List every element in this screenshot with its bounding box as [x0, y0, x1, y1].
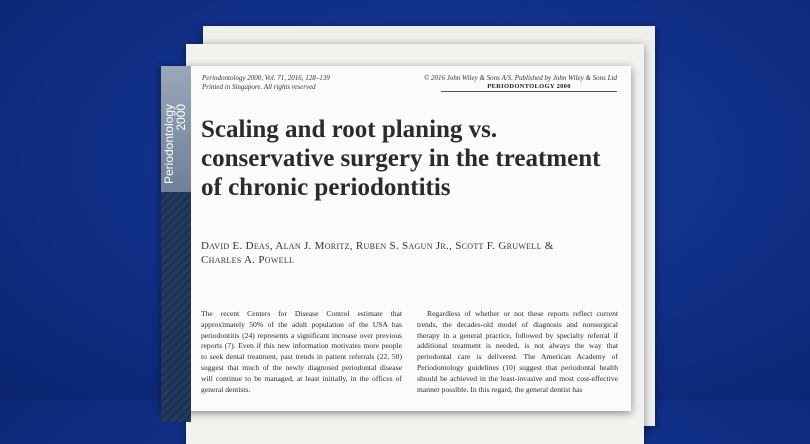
body-column-left: The recent Centers for Disease Control estimate that approximately 50% of the adult population of the USA has periodontitis (24) represents a significant increase over previous reports (7). Even if this new information motivates more people to seek dental treatment, past trends in patient referrals (22, 50) suggest that much of the newly diagnosed periodontal disease will continue to be managed, at least initially, in the offices of general dentists.	[201, 309, 402, 394]
journal-spine-label	[163, 104, 187, 184]
body-column-right: Regardless of whether or not these reports reflect current trends, the decades-old model of diagnosis and nonsurgical therapy in a general practice, followed by specialty referral if additional treatment is needed, is not always the way that periodontal care is delivered. The American Academy of Periodontology guidelines (10) suggest that periodontal health should be achieved in the least-invasive and most cost-effective manner possible. In this regard, the general dentist has	[417, 309, 618, 394]
author-list	[201, 239, 611, 267]
paper-sheet-front	[161, 66, 631, 411]
authors-line2: Charles A. Powell	[201, 254, 295, 266]
publication-info	[202, 74, 330, 92]
spine-line2: 2000	[174, 103, 188, 131]
journal-spine-pattern	[161, 192, 191, 422]
copyright-line: © 2016 John Wiley & Sons A/S. Published by John Wiley & Sons Ltd	[423, 74, 617, 82]
article-title: Scaling and root planing vs. conservative surgery in the treatment of chronic periodontitis	[201, 116, 601, 201]
spine-line1: Periodontology	[162, 103, 176, 184]
journal-spine	[161, 66, 191, 192]
journal-header: PERIODONTOLOGY 2000	[441, 83, 617, 92]
authors-line1: David E. Deas, Alan J. Moritz, Ruben S. Sagun Jr., Scott F. Gruwell &	[201, 240, 554, 252]
print-info: Printed in Singapore. All rights reserved	[202, 83, 316, 91]
volume-info: Periodontology 2000, Vol. 71, 2016, 128–139	[202, 74, 330, 82]
